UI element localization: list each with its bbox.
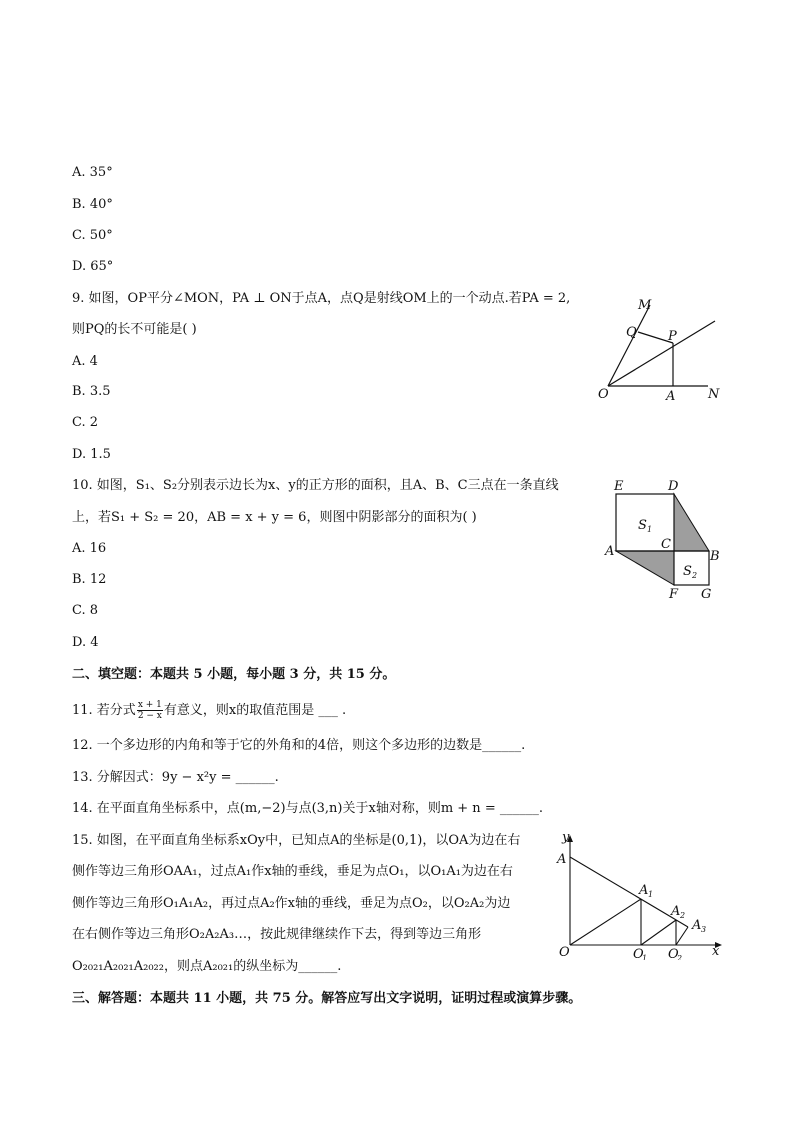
label-a2: A [671,904,681,919]
label-a: A [557,852,567,867]
label-s2: S [683,564,692,579]
q15-stem-line1: 15. 如图，在平面直角坐标系xOy中，已知点A的坐标是(0,1)，以OA为边在右 [72,833,521,848]
q14-stem: 14. 在平面直角坐标系中，点(m,−2)与点(3,n)关于x轴对称，则m + n = ______. [72,801,543,816]
q9-stem-line2: 则PQ的长不可能是( ) [72,322,197,337]
q10-figure [600,478,730,603]
q9-option-b: B. 3.5 [72,384,111,399]
shaded-triangle-dcb [674,494,709,551]
label-a: A [666,389,676,404]
label-b: B [710,549,720,564]
label-n: N [708,387,720,402]
q8-option-a: A. 35° [72,165,113,180]
label-o1-sub: 1 [642,954,648,960]
q11-fraction-numerator: x + 1 [137,700,162,710]
ray-op [608,321,715,386]
q15-stem-line2: 侧作等边三角形OAA₁，过点A₁作x轴的垂线，垂足为点O₁，以O₁A₁为边在右 [72,864,513,879]
label-o2: O [668,947,679,960]
q10-option-b: B. 12 [72,572,107,587]
label-o: O [598,387,609,402]
q9-stem-line1: 9. 如图，OP平分∠MON，PA ⊥ ON于点A，点Q是射线OM上的一个动点.若PA = 2, [72,291,571,306]
label-d: D [668,479,679,494]
segment-o1-a2 [641,920,676,945]
q15-stem-line5: O₂₀₂₁A₂₀₂₁A₂₀₂₂，则点A₂₀₂₁的纵坐标为______. [72,959,342,974]
q11-stem [72,700,346,721]
q13-stem: 13. 分解因式：9y − x²y = ______. [72,770,279,785]
q10-option-c: C. 8 [72,603,99,618]
q8-option-b: B. 40° [72,197,113,212]
q10-stem-line1: 10. 如图，S₁、S₂分别表示边长为x、y的正方形的面积，且A、B、C三点在一条直线 [72,478,559,493]
q11-suffix: 有意义，则x的取值范围是 ___ . [163,703,347,718]
label-o2-sub: 2 [677,954,683,960]
q9-option-d: D. 1.5 [72,447,111,462]
q10-stem-line2: 上，若S₁ + S₂ = 20，AB = x + y = 6，则图中阴影部分的面积为( ) [72,510,477,525]
q15-stem-line3: 侧作等边三角形O₁A₁A₂，再过点A₂作x轴的垂线，垂足为点O₂，以O₂A₂为边 [72,896,511,911]
label-a3-sub: 3 [701,925,707,934]
q8-option-c: C. 50° [72,228,113,243]
label-s1-sub: 1 [647,525,653,534]
section-2-heading: 二、填空题：本题共 5 小题，每小题 3 分，共 15 分。 [72,667,396,682]
label-a1: A [639,883,649,898]
label-x: x [712,944,720,959]
q12-stem: 12. 一个多边形的内角和等于它的外角和的4倍，则这个多边形的边数是______. [72,738,526,753]
q11-fraction [137,700,163,721]
q9-figure [590,290,730,410]
segment-o2-a3 [676,927,688,945]
label-a1-sub: 1 [648,890,654,899]
section-3-heading: 三、解答题：本题共 11 小题，共 75 分。解答应写出文字说明，证明过程或演算步骤。 [72,991,582,1006]
segment-o-a1 [570,899,641,945]
q11-prefix: 11. 若分式 [72,703,136,718]
label-c: C [661,537,671,552]
label-p: P [668,329,677,344]
label-a2-sub: 2 [680,911,686,920]
q10-option-d: D. 4 [72,635,99,650]
q9-option-c: C. 2 [72,415,99,430]
q10-option-a: A. 16 [72,541,107,556]
q8-option-d: D. 65° [72,259,114,274]
q15-stem-line4: 在右侧作等边三角形O₂A₂A₃…，按此规律继续作下去，得到等边三角形 [72,927,482,942]
label-m: M [638,298,652,313]
q9-option-a: A. 4 [72,354,98,369]
label-f: F [669,587,679,602]
label-s1: S [638,518,647,533]
label-g: G [701,587,712,602]
label-y: y [562,830,570,845]
label-o1: O [633,947,644,960]
q11-fraction-denominator: 2 − x [137,711,162,721]
shaded-triangle-acf [616,551,674,585]
label-o: O [559,945,570,960]
q15-figure [552,830,727,960]
label-a3: A [692,918,702,933]
label-q: Q [626,325,637,340]
label-a: A [605,544,615,559]
label-s2-sub: 2 [692,571,698,580]
label-e: E [614,479,624,494]
